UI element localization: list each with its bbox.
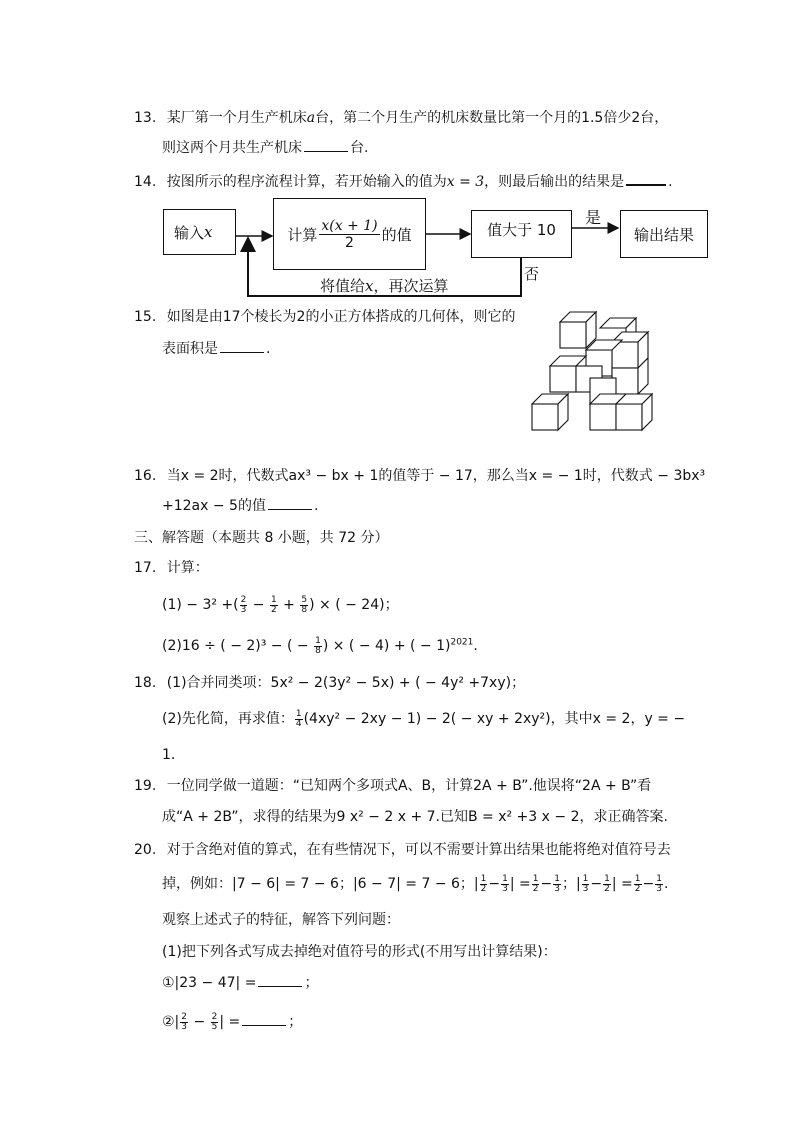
q14-number: 14. bbox=[134, 174, 157, 190]
q13-number: 13. bbox=[134, 110, 157, 126]
q17-part1: (1) − 3² +( $\frac{2}{3}$ − $\frac{1}{2}$ + $\frac{5}{8}$ ) × ( − 24)； bbox=[162, 594, 399, 615]
flow-input-box: 输入 x bbox=[163, 209, 236, 255]
q20-line2: 掉，例如：|7 − 6| = 7 − 6；|6 − 7| = 7 − 6；| $\frac{1}{2}$ − $\frac{1}{3}$ | = $\frac{1}{2}$ − $\frac{1}{3}$ ；| $\frac{1}{3}$ − $\frac{1}{2}$ | = $\frac{1}{2}$ − $\frac{1}{3}$ . bbox=[162, 873, 669, 894]
q18-part2-cont: 1. bbox=[162, 747, 176, 763]
q16-line2: +12ax − 5的值 . bbox=[162, 498, 319, 514]
answer-blank[interactable] bbox=[220, 340, 264, 353]
cube-figure bbox=[530, 310, 660, 434]
q19-line1: 19. 一位同学做一道题：“已知两个多项式A、B，计算2A + B”.他误将“2A + B”看 bbox=[134, 778, 652, 794]
q18-part2: (2)先化简，再求值： $\frac{1}{4}$ (4xy² − 2xy − 1) − 2( − xy + 2xy²)，其中x = 2，y = − bbox=[162, 708, 686, 729]
q17-title: 17. 计算： bbox=[134, 560, 209, 576]
q18-number: 18. bbox=[134, 675, 157, 691]
flow-loop-label: 将值给x，再次运算 bbox=[320, 277, 449, 295]
q16-line1: 16. 当x = 2时，代数式ax³ − bx + 1的值等于 − 17，那么当x = − 1时，代数式 − 3bx³ bbox=[134, 468, 706, 484]
section-title: 三、解答题（本题共 8 小题，共 72 分） bbox=[134, 530, 389, 546]
q15-number: 15. bbox=[134, 309, 157, 325]
q13-line2: 则这两个月共生产机床 台. bbox=[162, 140, 369, 156]
q17-part2: (2)16 ÷ ( − 2)³ − ( − $\frac{1}{8}$ ) × ( − 4) + ( − 1)$^{2021}$. bbox=[162, 635, 478, 656]
flow-calc-box: 计算 x(x + 1) 2 的值 bbox=[273, 198, 426, 270]
q16-number: 16. bbox=[134, 468, 157, 484]
q19-line2: 成“A + 2B”，求得的结果为9 x² − 2 x + 7.已知B = x² +3 x − 2，求正确答案. bbox=[162, 809, 668, 825]
q17-number: 17. bbox=[134, 560, 157, 576]
q19-number: 19. bbox=[134, 778, 157, 794]
q15-line2: 表面积是 . bbox=[162, 341, 271, 357]
q20-item1: ①|23 − 47| = ； bbox=[162, 975, 319, 991]
calc-fraction: x(x + 1) 2 bbox=[321, 217, 378, 251]
q20-item2: ②| $\frac{2}{3}$ − $\frac{2}{5}$ | = ； bbox=[162, 1011, 303, 1032]
flow-check-box: 值大于 10 bbox=[471, 210, 572, 258]
q20-line3: 观察上述式子的特征，解答下列问题： bbox=[162, 912, 400, 928]
q15-line1: 15. 如图是由17个棱长为2的小正方体搭成的几何体，则它的 bbox=[134, 309, 516, 325]
flow-yes-label: 是 bbox=[585, 208, 602, 227]
q18-part1: 18. (1)合并同类项：5x² − 2(3y² − 5x) + ( − 4y² +7xy)； bbox=[134, 675, 526, 691]
q20-line1: 20. 对于含绝对值的算式，在有些情况下，可以不需要计算出结果也能将绝对值符号去 bbox=[134, 842, 671, 858]
q20-number: 20. bbox=[134, 842, 157, 858]
answer-blank[interactable] bbox=[242, 1013, 286, 1026]
q14-line: 14. 按图所示的程序流程计算，若开始输入的值为x = 3，则最后输出的结果是 . bbox=[134, 174, 673, 190]
answer-blank[interactable] bbox=[268, 497, 312, 510]
flow-output-box: 输出结果 bbox=[620, 210, 708, 258]
flow-no-label: 否 bbox=[524, 265, 540, 283]
q13-line1: 13. 某厂第一个月生产机床a台，第二个月生产的机床数量比第一个月的1.5倍少2台， bbox=[134, 110, 669, 126]
answer-blank[interactable] bbox=[258, 974, 302, 987]
q20-line4: (1)把下列各式写成去掉绝对值符号的形式(不用写出计算结果)： bbox=[162, 944, 557, 960]
